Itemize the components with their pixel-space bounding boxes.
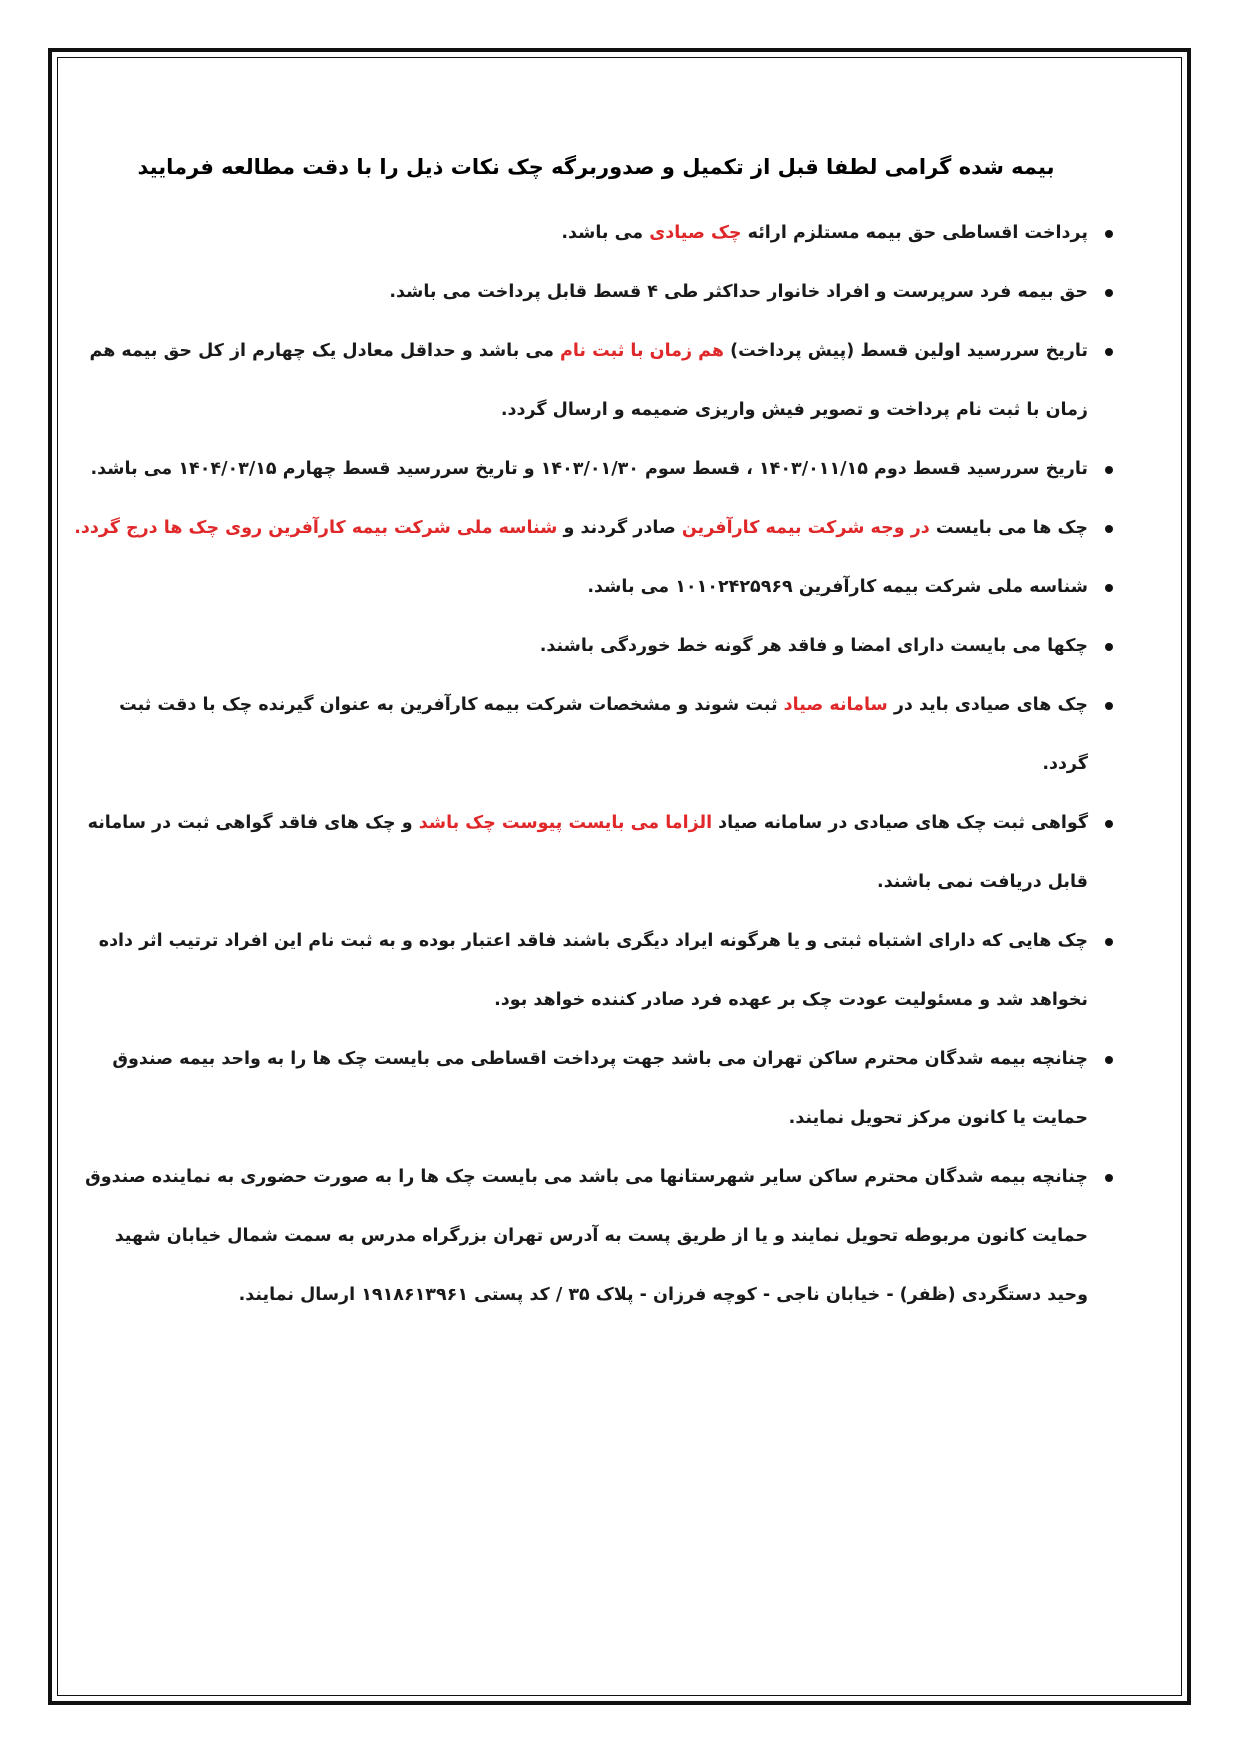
note-first-installment — [74, 322, 1118, 440]
note-text: ثبت شوند و مشخصات شرکت بیمه کارآفرین به عنوان گیرنده چک با دقت ثبت گردد. — [119, 695, 1088, 774]
note-text: چنانچه بیمه شدگان محترم ساکن سایر شهرستانها می باشد می بایست چک ها را به صورت حضوری به نماینده صندوق حمایت کانون مربوطه تحویل نمایند و یا از طریق پست به آدرس تهران بزرگراه مدرس به سمت شمال خیابان شهید وحید دستگردی (ظفر) - خیابان ناجی - کوچه فرزان - پلاک ۳۵ / کد پستی ۱۹۱۸۶۱۳۹۶۱ ارسال نمایند. — [85, 1167, 1088, 1305]
note-text: چک ها می بایست — [929, 518, 1088, 538]
note-highlight: در وجه شرکت بیمه کارآفرین — [681, 518, 930, 538]
note-due-dates — [74, 440, 1118, 499]
document-title: بیمه شده گرامی لطفا قبل از تکمیل و صدوربرگه چک نکات ذیل را با دقت مطالعه فرمایید — [137, 155, 1055, 179]
note-text: چنانچه بیمه شدگان محترم ساکن تهران می باشد جهت پرداخت اقساطی می بایست چک ها را به واحد بیمه صندوق حمایت یا کانون مرکز تحویل نمایند. — [112, 1049, 1088, 1128]
note-sayadi-check — [74, 204, 1118, 263]
note-national-id — [74, 558, 1118, 617]
note-installments-count — [74, 263, 1118, 322]
note-text: گواهی ثبت چک های صیادی در سامانه صیاد — [712, 813, 1088, 833]
note-text: می باشد و حداقل معادل یک چهارم از کل حق بیمه هم زمان با ثبت نام پرداخت و تصویر فیش واریزی ضمیمه و ارسال گردد. — [89, 341, 1088, 420]
note-text: صادر گردند و — [557, 518, 682, 538]
note-other-cities-delivery — [74, 1148, 1118, 1325]
note-text: تاریخ سررسید قسط دوم ۱۴۰۳/۰۱۱/۱۵ ، قسط سوم ۱۴۰۳/۰۱/۳۰ و تاریخ سررسید قسط چهارم ۱۴۰۴/۰۳/۱۵ می باشد. — [90, 459, 1088, 479]
note-sayad-system — [74, 676, 1118, 794]
note-highlight: چک صیادی — [649, 223, 742, 243]
note-text: پرداخت اقساطی حق بیمه مستلزم ارائه — [741, 223, 1088, 243]
document-body — [74, 150, 1118, 1325]
note-registration-certificate — [74, 794, 1118, 912]
note-highlight: شناسه ملی شرکت بیمه کارآفرین روی چک ها درج گردد. — [74, 518, 558, 538]
note-text: می باشد. — [561, 223, 650, 243]
note-signature — [74, 617, 1118, 676]
note-text: و چک های فاقد گواهی ثبت در سامانه قابل دریافت نمی باشند. — [87, 813, 1088, 892]
note-highlight: سامانه صیاد — [783, 695, 888, 715]
note-payee — [74, 499, 1118, 558]
notes-list — [74, 204, 1118, 1325]
note-text: چک های صیادی باید در — [887, 695, 1088, 715]
note-text: تاریخ سررسید اولین قسط (پیش پرداخت) — [724, 341, 1088, 361]
note-highlight: الزاما می بایست پیوست چک باشد — [418, 813, 713, 833]
note-tehran-delivery — [74, 1030, 1118, 1148]
note-highlight: هم زمان با ثبت نام — [560, 341, 725, 361]
note-text: چکها می بایست دارای امضا و فاقد هر گونه خط خوردگی باشند. — [539, 636, 1088, 656]
note-text: چک هایی که دارای اشتباه ثبتی و یا هرگونه ایراد دیگری باشند فاقد اعتبار بوده و به ثبت نام این افراد ترتیب اثر داده نخواهد شد و مسئولیت عودت چک بر عهده فرد صادر کننده خواهد بود. — [98, 931, 1088, 1010]
note-invalid-checks — [74, 912, 1118, 1030]
note-text: حق بیمه فرد سرپرست و افراد خانوار حداکثر طی ۴ قسط قابل پرداخت می باشد. — [389, 282, 1088, 302]
note-text: شناسه ملی شرکت بیمه کارآفرین ۱۰۱۰۲۴۲۵۹۶۹ می باشد. — [587, 577, 1088, 597]
